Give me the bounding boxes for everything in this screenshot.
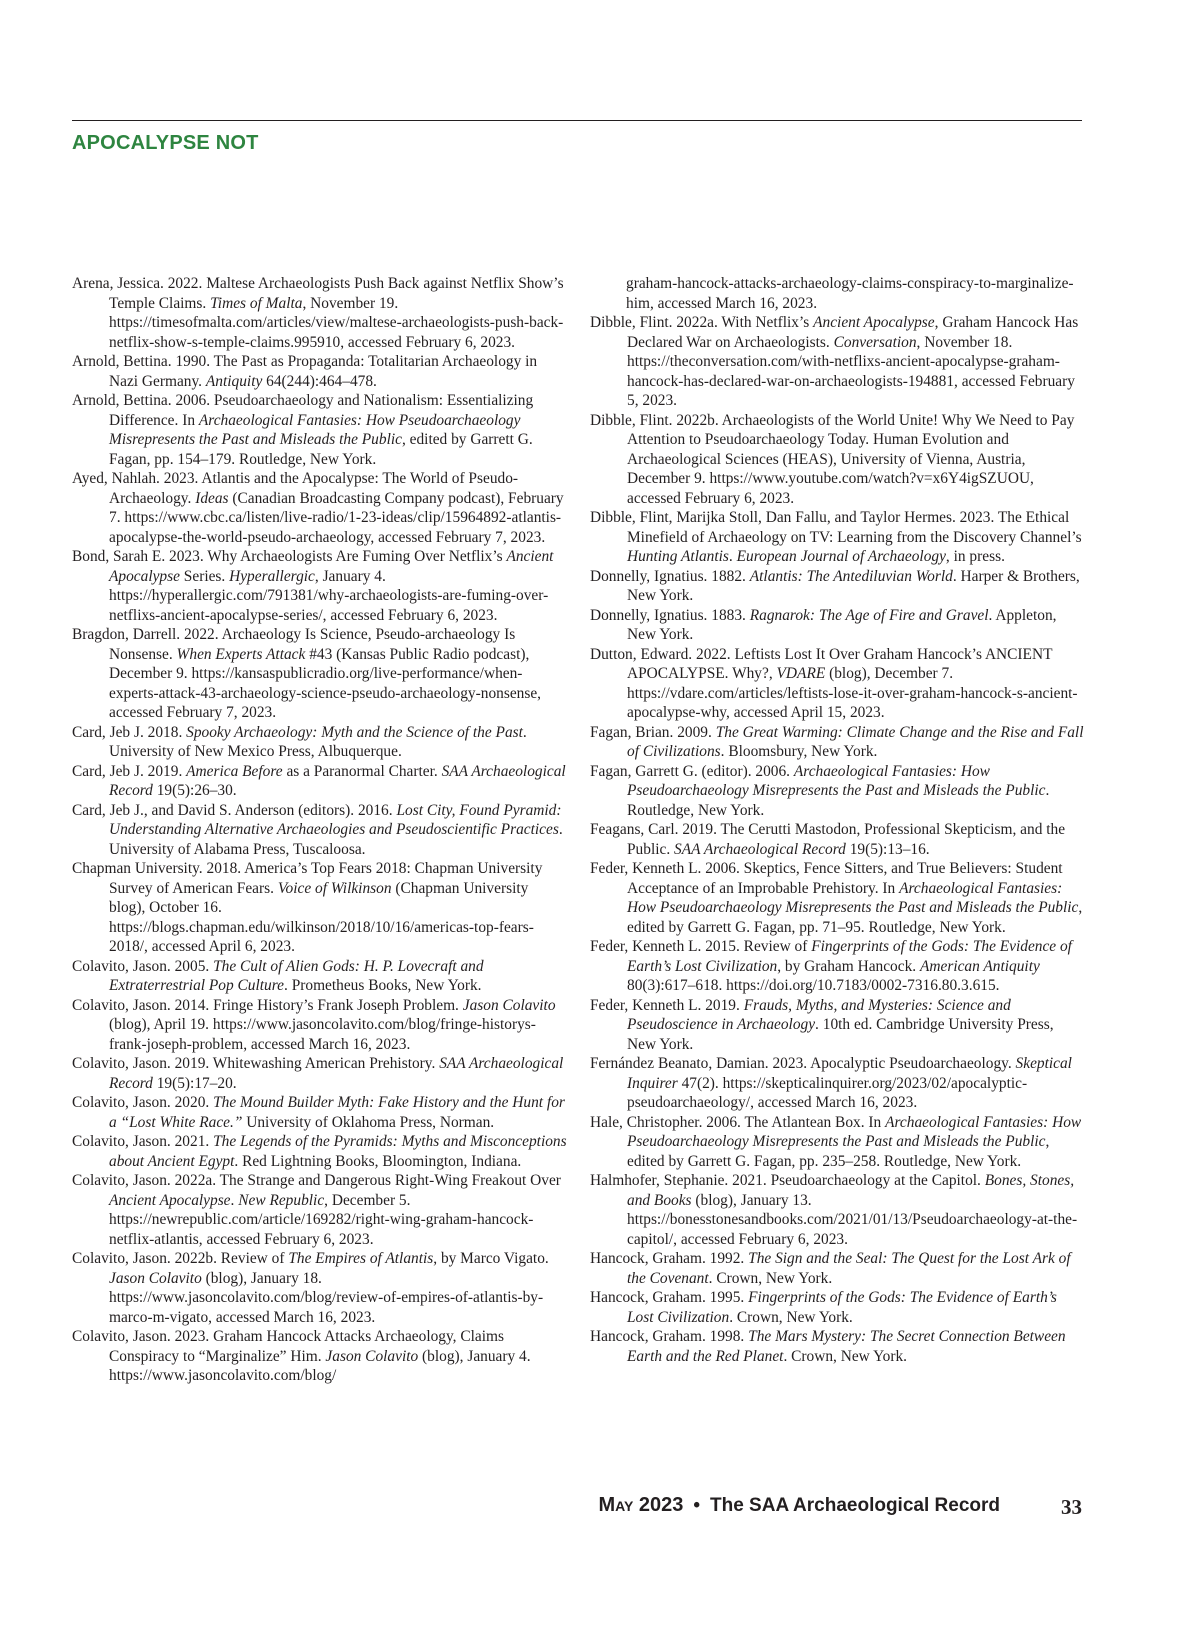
- footer-issue: [598, 1494, 1000, 1517]
- footer-journal: The SAA Archaeological Record: [710, 1495, 1000, 1516]
- reference-entry: Arnold, Bettina. 2006. Pseudoarchaeology and Nationalism: Essentializing Difference. In Archaeological Fantasies: How Pseudoarchaeology Misrepresents the Past and Misleads the Public, edited by Garrett G. Fagan, pp. 154–179. Routledge, New York.: [72, 392, 534, 468]
- reference-entry: Colavito, Jason. 2022b. Review of The Empires of Atlantis, by Marco Vigato. Jason Colavito (blog), January 18. https://www.jasoncolavito.com/blog/review-of-empires-of-atlantis-by-marco-m-vigato, accessed March 16, 2023.: [72, 1250, 549, 1326]
- references-left-column: [72, 274, 567, 1386]
- reference-entry: Dibble, Flint, Marijka Stoll, Dan Fallu, and Taylor Hermes. 2023. The Ethical Minefield of Archaeology on TV: Learning from the Discovery Channel’s Hunting Atlantis. European Journal of Archaeology, in press.: [590, 509, 1082, 565]
- reference-entry: Feagans, Carl. 2019. The Cerutti Mastodon, Professional Skepticism, and the Public. SAA Archaeological Record 19(5):13–16.: [590, 821, 1066, 858]
- reference-entry: Hancock, Graham. 1998. The Mars Mystery: The Secret Connection Between Earth and the Red Planet. Crown, New York.: [590, 1328, 1066, 1365]
- reference-entry: Fagan, Garrett G. (editor). 2006. Archaeological Fantasies: How Pseudoarchaeology Misrepresents the Past and Misleads the Public. Routledge, New York.: [590, 762, 1050, 819]
- reference-entry: Bond, Sarah E. 2023. Why Archaeologists Are Fuming Over Netflix’s Ancient Apocalypse Series. Hyperallergic, January 4. https://hyperallergic.com/791381/why-archaeologists-are-fuming-over-netflixs-ancient-apocalypse-series/, accessed February 6, 2023.: [72, 548, 554, 624]
- reference-entry: Colavito, Jason. 2021. The Legends of the Pyramids: Myths and Misconceptions about Ancient Egypt. Red Lightning Books, Bloomington, Indiana.: [72, 1133, 567, 1170]
- reference-entry: Hancock, Graham. 1995. Fingerprints of the Gods: The Evidence of Earth’s Lost Civilization. Crown, New York.: [590, 1289, 1057, 1326]
- reference-continuation: graham-hancock-attacks-archaeology-claims-conspiracy-to-marginalize-him, accessed March 16, 2023.: [626, 275, 1074, 312]
- reference-entry: Colavito, Jason. 2014. Fringe History’s Frank Joseph Problem. Jason Colavito (blog), April 19. https://www.jasoncolavito.com/blog/fringe-historys-frank-joseph-problem, accessed March 16, 2023.: [72, 996, 556, 1053]
- reference-entry: Feder, Kenneth L. 2006. Skeptics, Fence Sitters, and True Believers: Student Acceptance of an Improbable Prehistory. In Archaeological Fantasies: How Pseudoarchaeology Misrepresents the Past and Misleads the Public, edited by Garrett G. Fagan, pp. 71–95. Routledge, New York.: [590, 860, 1083, 936]
- reference-entry: Donnelly, Ignatius. 1882. Atlantis: The Antediluvian World. Harper & Brothers, New York.: [590, 567, 1080, 604]
- reference-entry: Fagan, Brian. 2009. The Great Warming: Climate Change and the Rise and Fall of Civilizations. Bloomsbury, New York.: [590, 723, 1084, 760]
- reference-entry: Ayed, Nahlah. 2023. Atlantis and the Apocalypse: The World of Pseudo-Archaeology. Ideas (Canadian Broadcasting Company podcast), February 7. https://www.cbc.ca/listen/live-radio/1-23-ideas/clip/15964892-atlantis-apocalypse-the-world-pseudo-archaeology, accessed February 7, 2023.: [72, 470, 564, 546]
- footer-bullet: •: [693, 1495, 700, 1516]
- section-title: APOCALYPSE NOT: [72, 132, 259, 154]
- reference-entry: Dibble, Flint. 2022a. With Netflix’s Ancient Apocalypse, Graham Hancock Has Declared War on Archaeologists. Conversation, November 18. https://theconversation.com/with-netflixs-ancient-apocalypse-graham-hancock-has-declared-war-on-archaeologists-194881, accessed February 5, 2023.: [590, 314, 1079, 409]
- reference-entry: Card, Jeb J. 2018. Spooky Archaeology: Myth and the Science of the Past. University of New Mexico Press, Albuquerque.: [72, 723, 527, 760]
- reference-entry: Hale, Christopher. 2006. The Atlantean Box. In Archaeological Fantasies: How Pseudoarchaeology Misrepresents the Past and Misleads the Public, edited by Garrett G. Fagan, pp. 235–258. Routledge, New York.: [590, 1113, 1082, 1170]
- reference-entry: Arnold, Bettina. 1990. The Past as Propaganda: Totalitarian Archaeology in Nazi Germany. Antiquity 64(244):464–478.: [72, 353, 538, 390]
- reference-entry: Arena, Jessica. 2022. Maltese Archaeologists Push Back against Netflix Show’s Temple Claims. Times of Malta, November 19. https://timesofmalta.com/articles/view/maltese-archaeologists-push-back-netflix-show-s-temple-claims.995910, accessed February 6, 2023.: [72, 275, 564, 351]
- page-number: 33: [1061, 1495, 1082, 1519]
- references-right-column: [590, 274, 1085, 1366]
- page-footer: [0, 1494, 1200, 1524]
- reference-entry: Colavito, Jason. 2023. Graham Hancock Attacks Archaeology, Claims Conspiracy to “Marginalize” Him. Jason Colavito (blog), January 4. https://www.jasoncolavito.com/blog/: [72, 1328, 531, 1384]
- reference-entry: Colavito, Jason. 2020. The Mound Builder Myth: Fake History and the Hunt for a “Lost White Race.” University of Oklahoma Press, Norman.: [72, 1094, 565, 1131]
- reference-entry: Card, Jeb J. 2019. America Before as a Paranormal Charter. SAA Archaeological Record 19(5):26–30.: [72, 762, 566, 799]
- reference-entry: Dibble, Flint. 2022b. Archaeologists of the World Unite! Why We Need to Pay Attention to Pseudoarchaeology Today. Human Evolution and Archaeological Sciences (HEAS), University of Vienna, Austria, December 9. https://www.youtube.com/watch?v=x6Y4igSZUOU, accessed February 6, 2023.: [590, 411, 1075, 507]
- reference-entry: Feder, Kenneth L. 2015. Review of Fingerprints of the Gods: The Evidence of Earth’s Lost Civilization, by Graham Hancock. American Antiquity 80(3):617–618. https://doi.org/10.7183/0002-7316.80.3.615.: [590, 938, 1072, 994]
- reference-entry: Card, Jeb J., and David S. Anderson (editors). 2016. Lost City, Found Pyramid: Understanding Alternative Archaeologies and Pseudoscientific Practices. University of Alabama Press, Tuscaloosa.: [72, 801, 563, 858]
- reference-entry: Colavito, Jason. 2005. The Cult of Alien Gods: H. P. Lovecraft and Extraterrestrial Pop Culture. Prometheus Books, New York.: [72, 957, 484, 994]
- reference-entry: Fernández Beanato, Damian. 2023. Apocalyptic Pseudoarchaeology. Skeptical Inquirer 47(2). https://skepticalinquirer.org/2023/02/apocalyptic-pseudoarchaeology/, accessed March 16, 2023.: [590, 1055, 1072, 1111]
- header-rule: [72, 120, 1082, 121]
- reference-entry: Bragdon, Darrell. 2022. Archaeology Is Science, Pseudo-archaeology Is Nonsense. When Experts Attack #43 (Kansas Public Radio podcast), December 9. https://kansaspublicradio.org/live-performance/when-experts-attack-43-archaeology-science-pseudo-archaeology-nonsense, accessed February 7, 2023.: [72, 626, 542, 721]
- reference-entry: Hancock, Graham. 1992. The Sign and the Seal: The Quest for the Lost Ark of the Covenant. Crown, New York.: [590, 1250, 1071, 1287]
- reference-entry: Donnelly, Ignatius. 1883. Ragnarok: The Age of Fire and Gravel. Appleton, New York.: [590, 606, 1057, 643]
- reference-entry: Dutton, Edward. 2022. Leftists Lost It Over Graham Hancock’s ANCIENT APOCALYPSE. Why?, VDARE (blog), December 7. https://vdare.com/articles/leftists-lose-it-over-graham-hancock-s-ancient-apocalypse-why, accessed April 15, 2023.: [590, 645, 1078, 721]
- reference-entry: Feder, Kenneth L. 2019. Frauds, Myths, and Mysteries: Science and Pseudoscience in Archaeology. 10th ed. Cambridge University Press, New York.: [590, 996, 1054, 1053]
- footer-month: May 2023: [598, 1494, 684, 1516]
- reference-entry: Colavito, Jason. 2022a. The Strange and Dangerous Right-Wing Freakout Over Ancient Apocalypse. New Republic, December 5. https://newrepublic.com/article/169282/right-wing-graham-hancock-netflix-atlantis, accessed February 6, 2023.: [72, 1172, 561, 1248]
- reference-entry: Halmhofer, Stephanie. 2021. Pseudoarchaeology at the Capitol. Bones, Stones, and Books (blog), January 13. https://bonesstonesandbooks.com/2021/01/13/Pseudoarchaeology-at-the-capitol/, accessed February 6, 2023.: [590, 1172, 1078, 1248]
- reference-entry: Colavito, Jason. 2019. Whitewashing American Prehistory. SAA Archaeological Record 19(5):17–20.: [72, 1055, 564, 1092]
- reference-entry: Chapman University. 2018. America’s Top Fears 2018: Chapman University Survey of American Fears. Voice of Wilkinson (Chapman University blog), October 16. https://blogs.chapman.edu/wilkinson/2018/10/16/americas-top-fears-2018/, accessed April 6, 2023.: [72, 860, 543, 955]
